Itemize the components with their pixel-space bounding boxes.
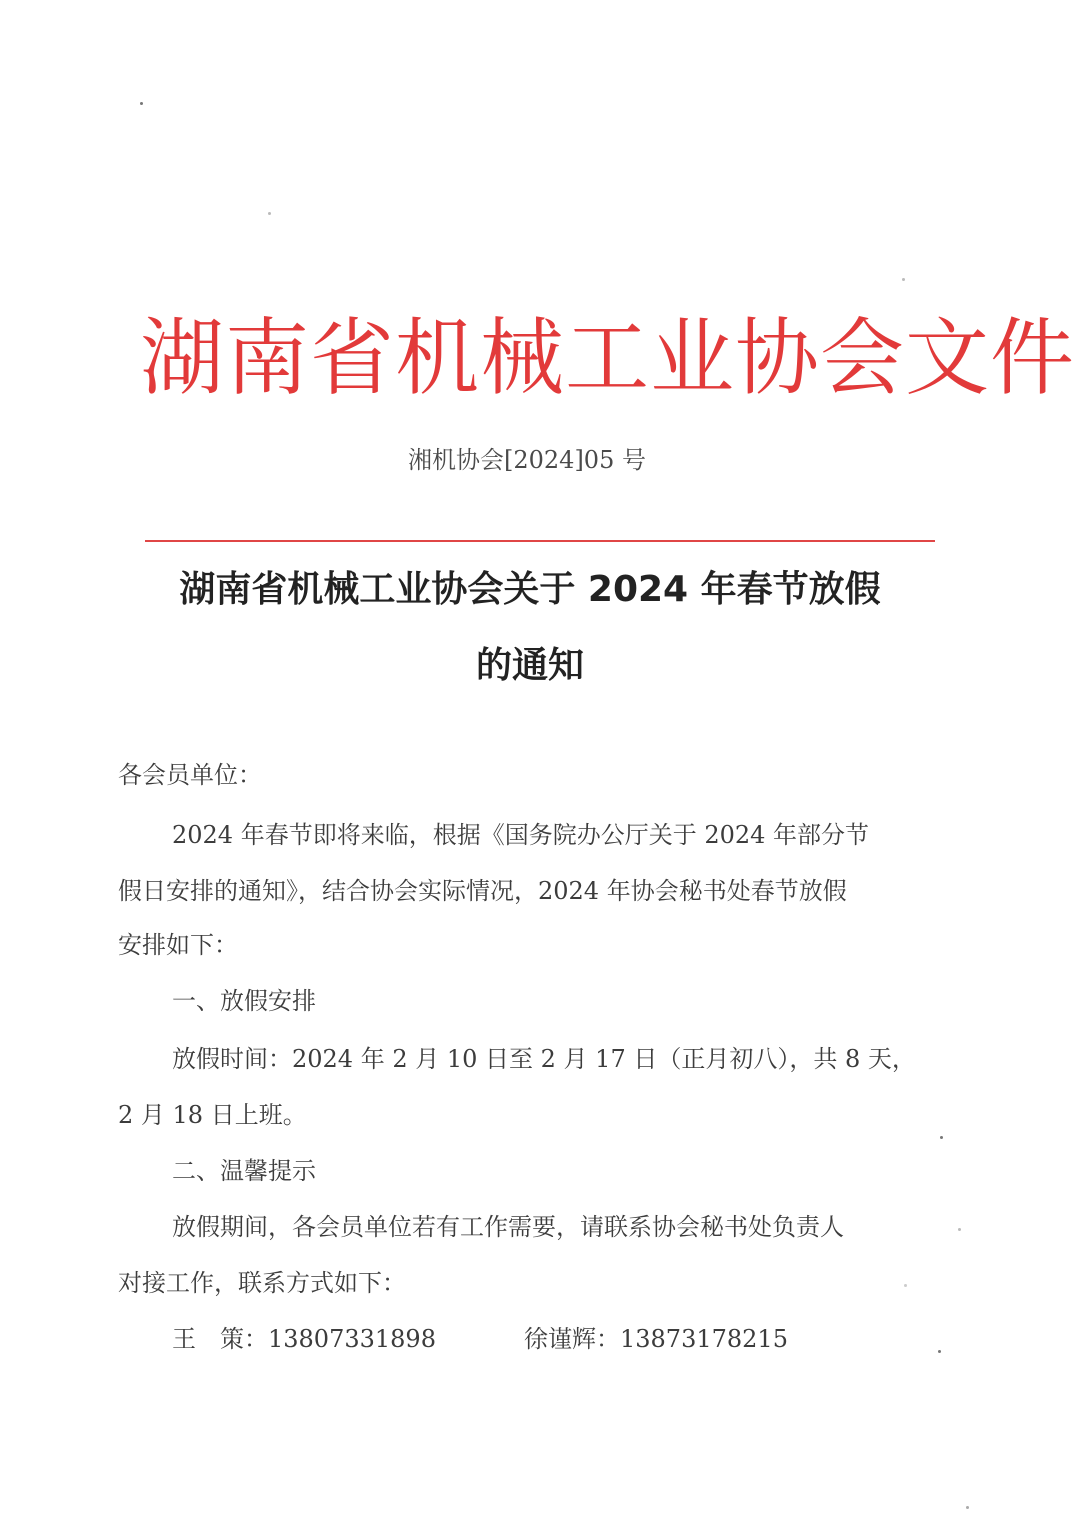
tip-line-1: 放假期间，各会员单位若有工作需要，请联系协会秘书处负责人: [172, 1213, 844, 1241]
document-header-title: 湖南省机械工业协会文件: [140, 309, 1076, 407]
tip-line-2: 对接工作，联系方式如下：: [118, 1269, 406, 1297]
scan-speck: [902, 278, 905, 281]
scan-speck: [940, 1136, 943, 1139]
scan-speck: [140, 102, 143, 105]
contact-phone: 13873178215: [620, 1325, 788, 1353]
notice-title-line-1: 湖南省机械工业协会关于 2024 年春节放假: [179, 569, 881, 610]
salutation: 各会员单位：: [118, 761, 262, 789]
paragraph-1-line-1: 2024 年春节即将来临，根据《国务院办公厅关于 2024 年部分节: [172, 821, 870, 849]
contact-phone: 13807331898: [268, 1325, 436, 1353]
scan-speck: [966, 1506, 969, 1509]
paragraph-1-line-2: 假日安排的通知》，结合协会实际情况，2024 年协会秘书处春节放假: [118, 877, 847, 905]
section-1-heading: 一、放假安排: [172, 987, 316, 1015]
contact-entry: [524, 1322, 788, 1356]
contact-name: 王 策：: [172, 1325, 268, 1353]
notice-title-line-2: 的通知: [475, 645, 584, 686]
scan-speck: [958, 1228, 961, 1231]
scan-speck: [938, 1350, 941, 1353]
section-2-heading: 二、温馨提示: [172, 1157, 316, 1185]
scan-speck: [268, 212, 271, 215]
document-number: 湘机协会[2024]05 号: [408, 446, 646, 474]
paragraph-1-line-3: 安排如下：: [118, 931, 238, 959]
holiday-line-2: 2 月 18 日上班。: [118, 1101, 307, 1129]
holiday-line-1: 放假时间：2024 年 2 月 10 日至 2 月 17 日（正月初八），共 8 天，: [172, 1045, 916, 1073]
contact-entry: [172, 1322, 436, 1356]
red-divider: [145, 540, 935, 542]
scan-speck: [904, 1284, 907, 1287]
contact-name: 徐谨辉：: [524, 1325, 620, 1353]
